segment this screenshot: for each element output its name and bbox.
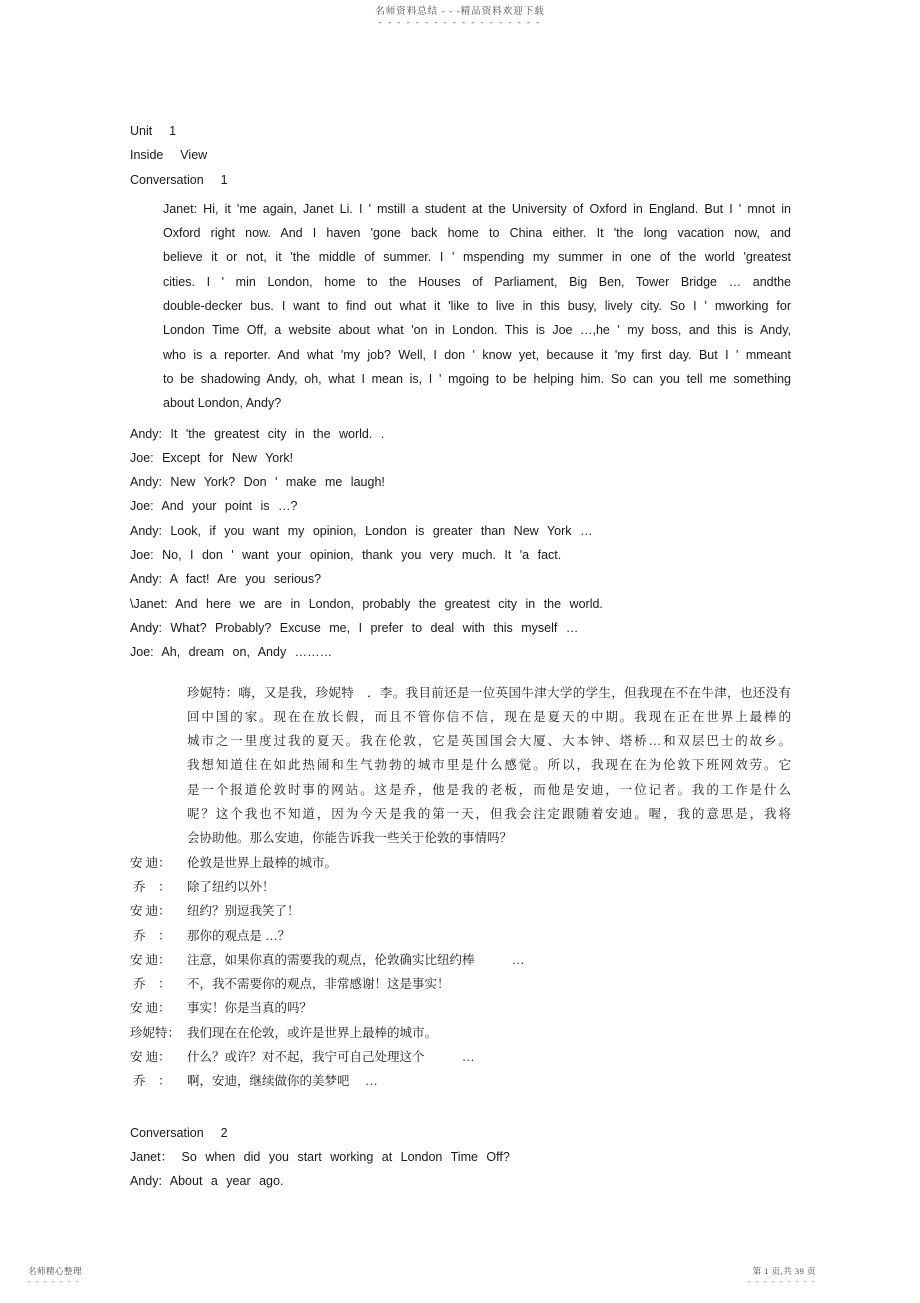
text-line: 会协助他。那么安迪，你能告诉我一些关于伦敦的事情吗？: [187, 831, 513, 846]
text-line: Janet: Hi, it 'me again, Janet Li. I ' mstill a student at the University of Oxford in England. But I ' mnot in: [163, 201, 791, 216]
dialogue-text: 那你的观点是 …？: [187, 928, 291, 943]
speaker-label: 乔 ：: [130, 879, 171, 894]
text-line: 珍妮特：嗨，又是我，珍妮特 ．李。我目前还是一位英国牛津大学的学生，但我现在不在牛津，也还没有: [187, 685, 791, 700]
dialogue-line: Joe: Except for New York!: [130, 450, 294, 465]
text-line: who is a reporter. And what 'my job? Well, I don ' know yet, because it 'my first day. But I ' mmeant: [163, 347, 791, 362]
text-line: to be shadowing Andy, oh, what I mean is, I ' mgoing to be helping him. So can you tell me something: [163, 371, 791, 386]
speaker-label: 安 迪：: [130, 952, 171, 967]
footer-right-dashes: - - - - - - - - -: [748, 1276, 816, 1286]
text-line: believe it or not, it 'the middle of summer. I ' mspending my summer in one of the world 'greatest: [163, 250, 791, 265]
text-line: 回中国的家。现在在放长假，而且不管你信不信，现在是夏天的中期。我现在正在世界上最棒的: [187, 709, 791, 724]
dialogue-text: 不，我不需要你的观点，非常感谢！这是事实！: [187, 977, 450, 992]
dialogue-line: [130, 851, 791, 875]
dialogue-line: [130, 1045, 791, 1069]
text-line: 是一个报道伦敦时事的网站。这是乔，他是我的老板，而他是安迪，一位记者。我的工作是什么: [187, 782, 791, 797]
dialogue-line: Andy: Look, if you want my opinion, London is greater than New York …: [130, 523, 593, 538]
header-text: 名师资料总结 - - -精品资料欢迎下载: [375, 7, 545, 17]
text-line: double-decker bus. I want to find out what it 'like to live in this busy, lively city. So I ' mworking for: [163, 299, 791, 314]
unit-title: Unit 1: [130, 124, 177, 138]
footer-left-dashes: - - - - - - -: [28, 1276, 81, 1286]
speaker-label: 乔 ：: [130, 928, 171, 943]
text-line: Oxford right now. And I haven 'gone back home to China either. It 'the long vacation now, and: [163, 226, 791, 241]
dialogue-english: [130, 422, 791, 665]
dialogue-line: Joe: And your point is …?: [130, 499, 298, 514]
header-divider-dashes: - - - - - - - - - - - - - - - - - -: [378, 17, 542, 27]
dialogue-line: [130, 1021, 791, 1045]
dialogue-text: 我们现在在伦敦，或许是世界上最棒的城市。: [187, 1025, 438, 1040]
speaker-label: 乔 ：: [130, 1074, 171, 1089]
footer-page-number-text: 第 1 页,共 39 页: [752, 1266, 816, 1276]
dialogue-line: Andy: About a year ago.: [130, 1174, 284, 1189]
dialogue-text: 什么？或许？对不起，我宁可自己处理这个 …: [187, 1049, 475, 1064]
dialogue-text: 事实！你是当真的吗？: [187, 1001, 313, 1016]
dialogue-line: Andy: A fact! Are you serious?: [130, 572, 322, 587]
dialogue-line: Janet： So when did you start working at London Time Off?: [130, 1149, 510, 1164]
speaker-label: 安 迪：: [130, 1049, 171, 1064]
speaker-label: 安 迪：: [130, 855, 171, 870]
text-line: cities. I ' min London, home to the Houses of Parliament, Big Ben, Tower Bridge … andthe: [163, 274, 791, 289]
dialogue-line: [130, 1069, 791, 1093]
text-line: London Time Off, a website about what 'on in London. This is Joe …,he ' my boss, and this is Andy,: [163, 323, 791, 338]
speaker-label: 安 迪：: [130, 904, 171, 919]
dialogue-line: Joe: Ah, dream on, Andy ………: [130, 645, 333, 660]
dialogue-text: 注意，如果你真的需要我的观点，伦敦确实比纽约棒 …: [187, 952, 525, 967]
dialogue-text: 除了纽约以外！: [187, 879, 275, 894]
page-header: [0, 6, 920, 27]
page-footer-page-number: [748, 1266, 816, 1285]
speaker-label: 安 迪：: [130, 1001, 171, 1016]
footer-left-text: 名师精心整理: [28, 1266, 83, 1276]
janet-monologue-chinese: [130, 681, 791, 851]
conversation-2-dialogue: [130, 1145, 791, 1194]
text-line: about London, Andy?: [163, 396, 282, 411]
conversation-2-title: Conversation 2: [130, 1125, 228, 1140]
dialogue-line: [130, 899, 791, 923]
dialogue-line: Andy: It 'the greatest city in the world. .: [130, 426, 385, 441]
speaker-label: 乔 ：: [130, 977, 171, 992]
dialogue-line: [130, 924, 791, 948]
dialogue-text: 啊，安迪，继续做你的美梦吧 …: [187, 1074, 378, 1089]
conversation-1-title: Conversation 1: [130, 172, 228, 187]
section-title: Inside View: [130, 148, 208, 163]
dialogue-line: Andy: What? Probably? Excuse me, I prefer to deal with this myself …: [130, 620, 579, 635]
text-line: 城市之一里度过我的夏天。我在伦敦，它是英国国会大厦、大本钟、塔桥…和双层巴士的故乡。: [187, 734, 791, 749]
dialogue-text: 纽约？别逗我笑了！: [187, 904, 300, 919]
dialogue-line: [130, 972, 791, 996]
janet-monologue-english: [130, 197, 791, 416]
dialogue-chinese: [130, 851, 791, 1094]
dialogue-text: 伦敦是世界上最棒的城市。: [187, 855, 338, 870]
document-body: [130, 119, 791, 1193]
dialogue-line: Joe: No, I don ' want your opinion, thank you very much. It 'a fact.: [130, 548, 562, 563]
dialogue-line: Andy: New York? Don ' make me laugh!: [130, 475, 385, 490]
text-line: 呢？这个我也不知道，因为今天是我的第一天，但我会注定跟随着安迪。喔，我的意思是，我将: [187, 807, 791, 822]
page-footer-left: [28, 1266, 82, 1285]
dialogue-line: [130, 948, 791, 972]
dialogue-line: [130, 875, 791, 899]
dialogue-line: \Janet: And here we are in London, probably the greatest city in the world.: [130, 596, 603, 611]
dialogue-line: [130, 996, 791, 1020]
speaker-label: 珍妮特：: [130, 1025, 181, 1040]
text-line: 我想知道住在如此热闹和生气勃勃的城市里是什么感觉。所以，我现在在为伦敦下班网效劳。它: [187, 758, 791, 773]
